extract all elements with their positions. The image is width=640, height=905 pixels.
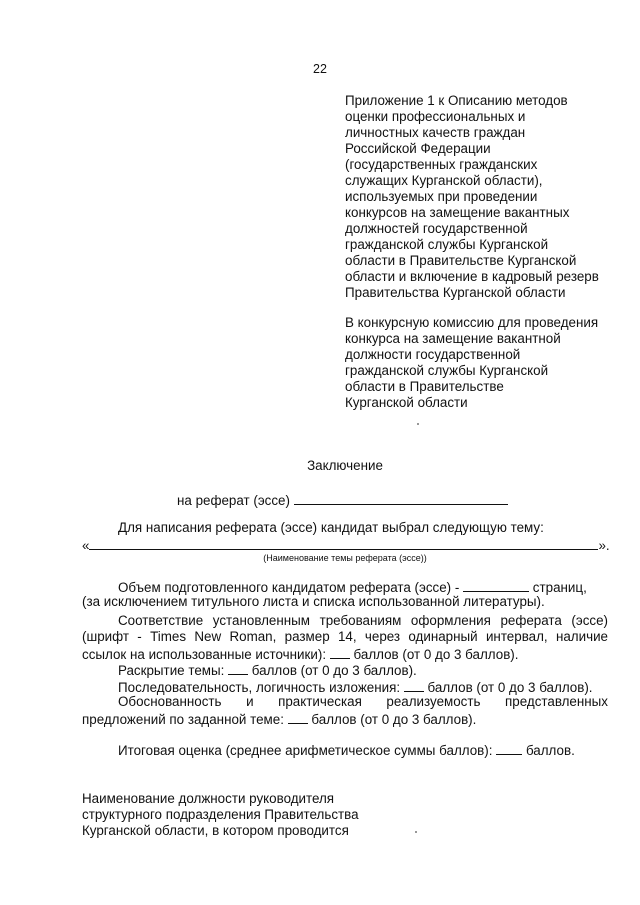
score-blank xyxy=(404,678,424,692)
quote-close: ». xyxy=(598,538,610,553)
formatting-text: ссылок на использованные источники): xyxy=(82,647,327,662)
validity-scale: баллов (от 0 до 3 баллов). xyxy=(311,712,477,727)
volume-unit: страниц, xyxy=(532,580,587,595)
addressee-line: конкурса на замещение вакантной xyxy=(345,331,561,346)
addressee-line: должности государственной xyxy=(345,347,521,362)
validity-text: предложений по заданной теме: xyxy=(82,712,284,727)
volume-line-2: (за исключением титульного листа и списка использованной литературы). xyxy=(82,594,545,609)
footer-block xyxy=(82,791,359,839)
score-blank xyxy=(228,661,248,675)
scan-speck xyxy=(417,423,419,425)
formatting-line-2: (шрифт - Times New Roman, размер 14, через одинарный интервал, наличие xyxy=(82,629,608,644)
essay-blank-line xyxy=(294,491,508,505)
subtitle-line xyxy=(177,491,508,509)
page-number: 22 xyxy=(313,62,327,76)
document-title: Заключение xyxy=(307,458,383,473)
appendix-line: конкурсов на замещение вакантных xyxy=(345,205,570,220)
validity-line-1: Обоснованность и практическая реализуемость представленных xyxy=(118,694,608,709)
addressee-line: В конкурсную комиссию для проведения xyxy=(345,315,599,330)
appendix-note xyxy=(345,93,620,301)
addressee-block xyxy=(345,315,620,411)
appendix-line: области и включение в кадровый резерв xyxy=(345,269,599,284)
addressee-line: гражданской службы Курганской xyxy=(345,363,549,378)
final-score-text: Итоговая оценка (среднее арифметическое суммы баллов): xyxy=(118,743,493,758)
appendix-line: гражданской службы Курганской xyxy=(345,237,549,252)
topic-blank-line xyxy=(89,536,598,550)
final-score-unit: баллов. xyxy=(525,743,575,758)
score-blank xyxy=(288,710,308,724)
footer-line: Курганской области, в котором проводится xyxy=(82,823,349,838)
topic-disclosure-line xyxy=(118,661,417,679)
appendix-line: используемых при проведении xyxy=(345,189,538,204)
addressee-line: области в Правительстве xyxy=(345,379,504,394)
appendix-line: Российской Федерации xyxy=(345,141,491,156)
validity-line-2 xyxy=(82,710,476,728)
appendix-line: Правительства Курганской области xyxy=(345,285,566,300)
logic-scale: баллов (от 0 до 3 баллов). xyxy=(427,680,593,695)
addressee-line: Курганской области xyxy=(345,395,468,410)
pages-blank xyxy=(463,578,529,592)
topic-caption: (Наименование темы реферата (эссе)) xyxy=(263,553,427,563)
topic-disclosure-scale: баллов (от 0 до 3 баллов). xyxy=(251,663,417,678)
appendix-line: личностных качеств граждан xyxy=(345,125,526,140)
formatting-line-1: Соответствие установленным требованиям оформления реферата (эссе) xyxy=(118,613,608,628)
formatting-scale: баллов (от 0 до 3 баллов). xyxy=(353,647,519,662)
appendix-line: области в Правительстве Курганской xyxy=(345,253,577,268)
final-score-blank xyxy=(496,741,522,755)
topic-intro: Для написания реферата (эссе) кандидат выбрал следующую тему: xyxy=(118,520,544,535)
scan-speck xyxy=(415,831,417,833)
logic-text: Последовательность, логичность изложения: xyxy=(118,680,401,695)
appendix-line: (государственных гражданских xyxy=(345,157,538,172)
subtitle: на реферат (эссе) xyxy=(177,493,290,508)
footer-line: Наименование должности руководителя xyxy=(82,791,335,806)
quote-open: « xyxy=(82,538,90,553)
topic-disclosure-text: Раскрытие темы: xyxy=(118,663,225,678)
score-blank xyxy=(330,645,350,659)
appendix-line: Приложение 1 к Описанию методов xyxy=(345,93,568,108)
topic-line xyxy=(82,536,610,554)
appendix-line: оценки профессиональных и xyxy=(345,109,526,124)
appendix-line: служащих Курганской области), xyxy=(345,173,543,188)
appendix-line: должностей государственной xyxy=(345,221,528,236)
footer-line: структурного подразделения Правительства xyxy=(82,807,359,822)
volume-text: Объем подготовленного кандидатом реферата (эссе) - xyxy=(118,580,460,595)
final-score-line xyxy=(118,741,575,759)
